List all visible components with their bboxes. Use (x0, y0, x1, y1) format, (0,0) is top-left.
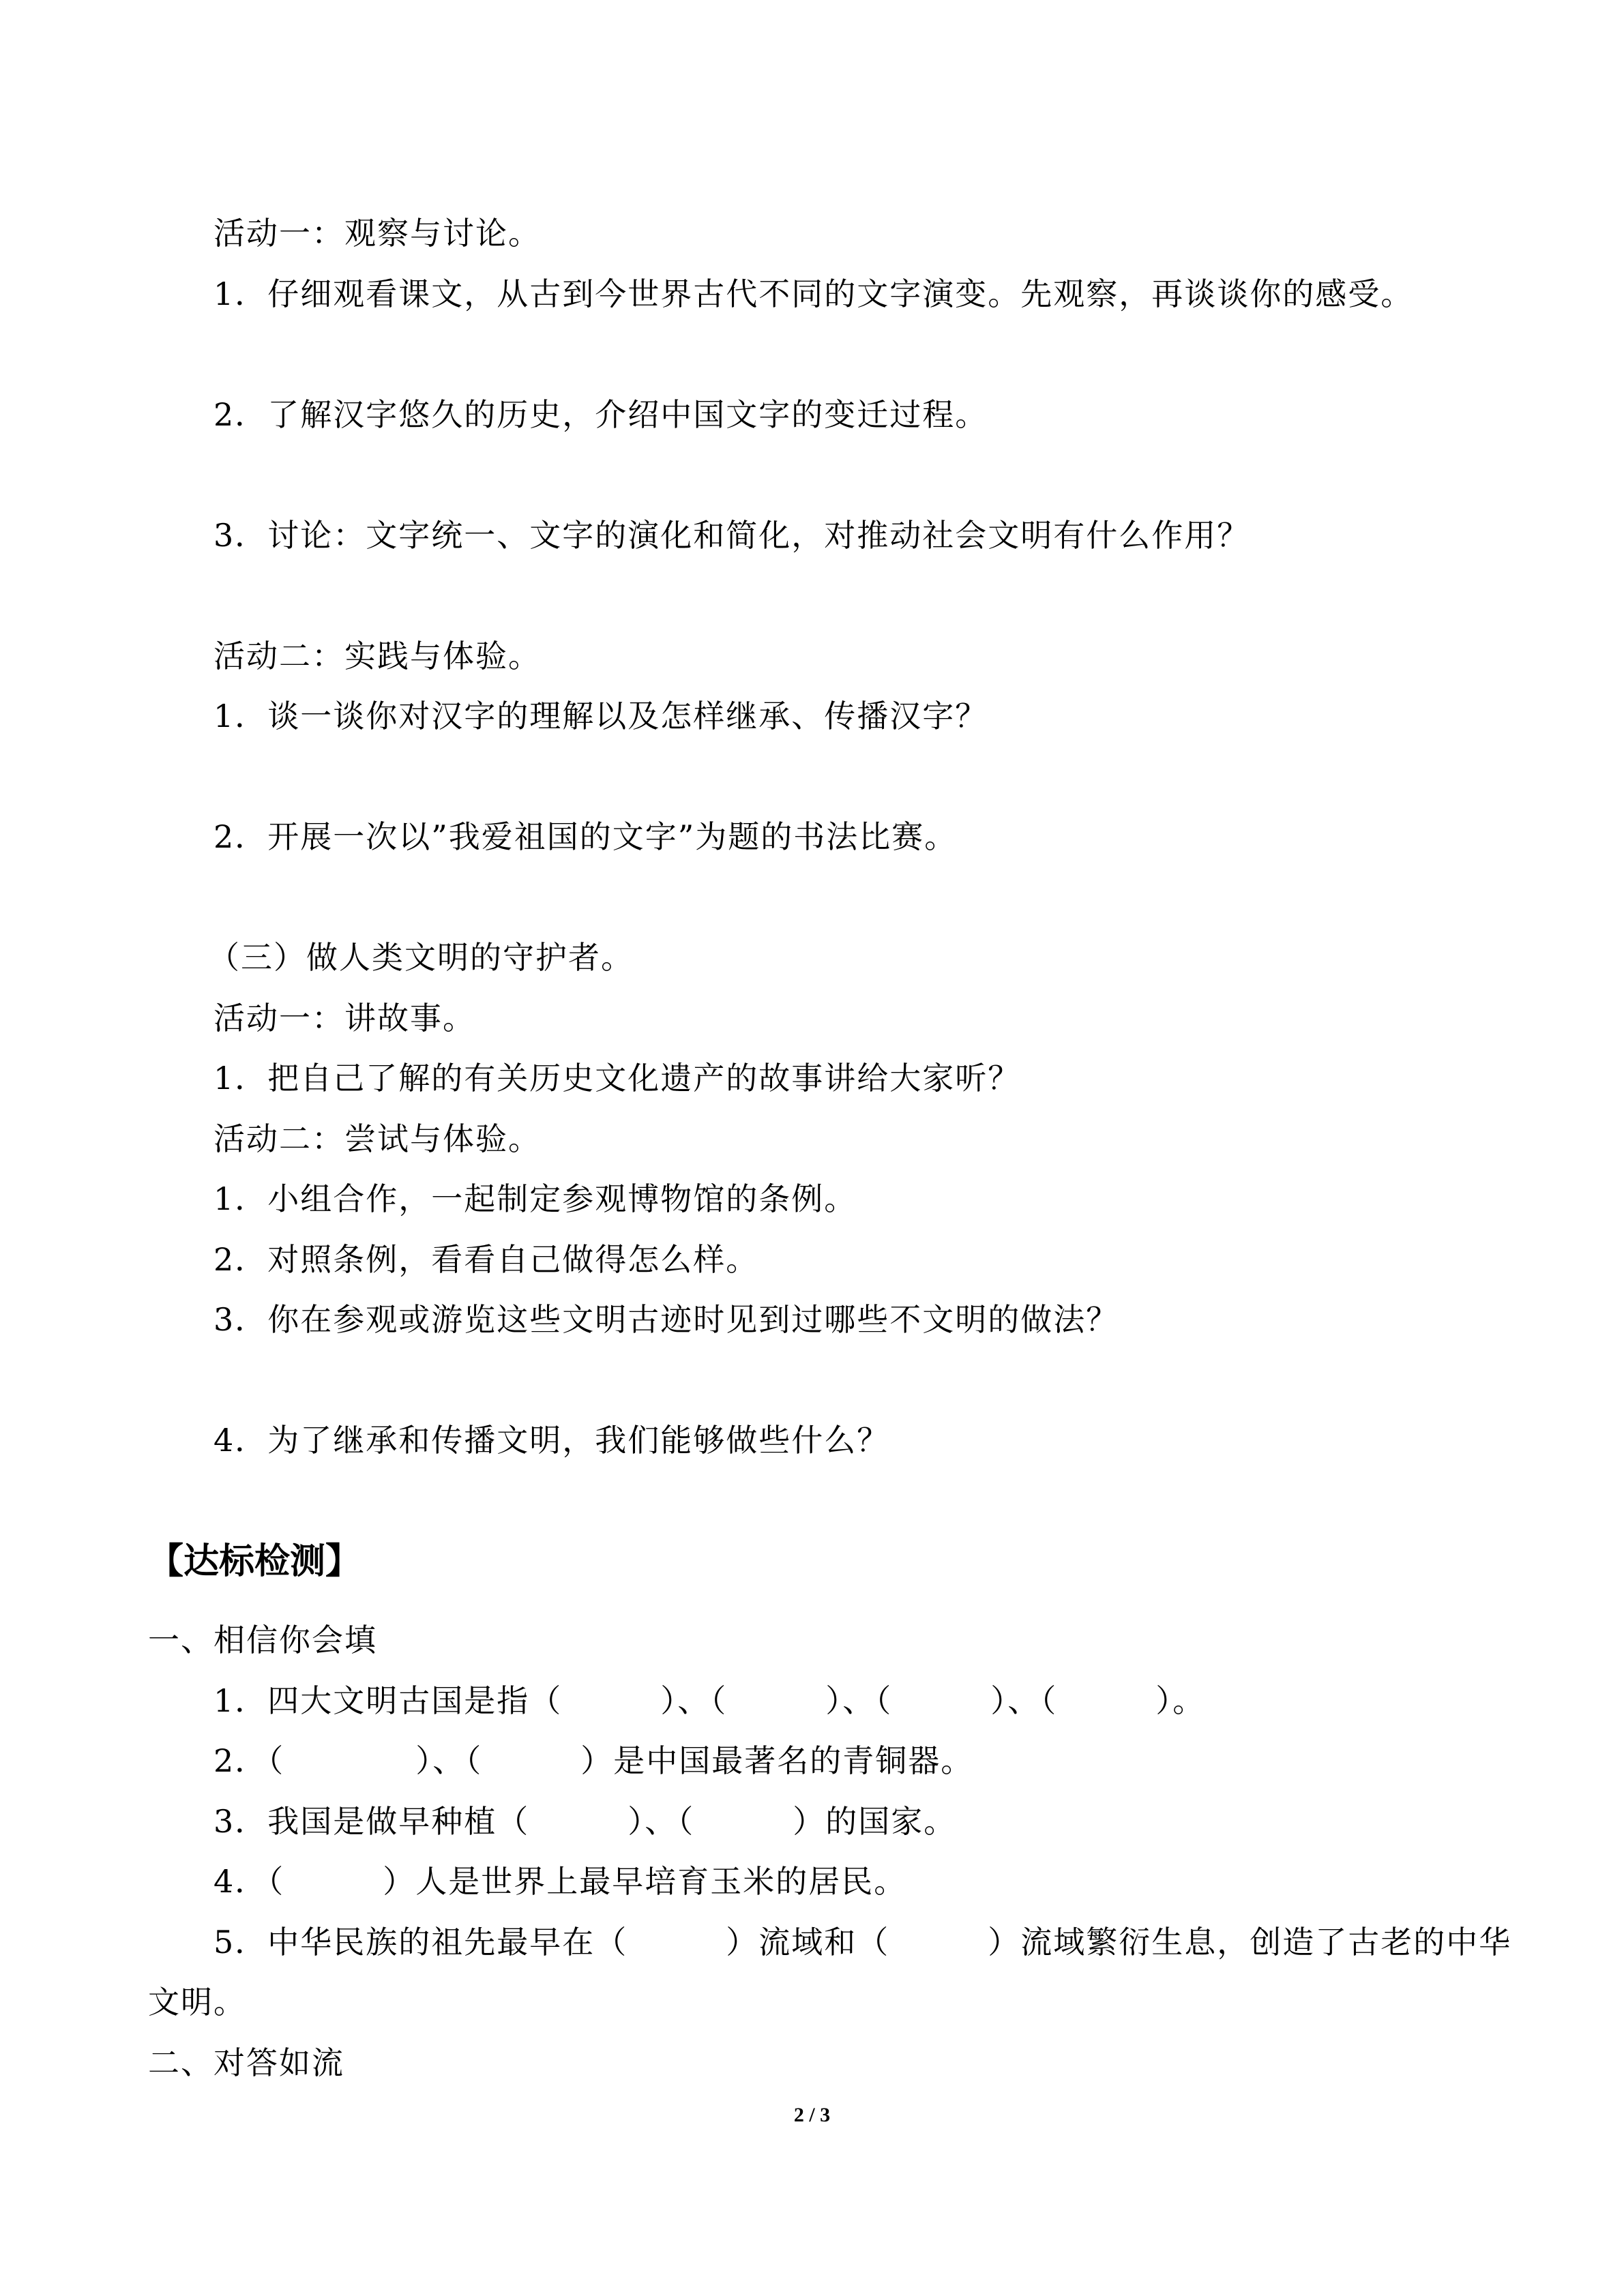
list-item: 1．谈一谈你对汉字的理解以及怎样继承、传播汉字？ (213, 698, 988, 734)
question-item: 1．四大文明古国是指（ ）、（ ）、（ ）、（ ）。 (213, 1682, 1206, 1719)
list-item: 1．把自己了解的有关历史文化遗产的故事讲给大家听？ (213, 1060, 1021, 1097)
list-item: 3．讨论：文字统一、文字的演化和简化，对推动社会文明有什么作用？ (213, 517, 1250, 554)
page-number: 2 / 3 (793, 2104, 831, 2126)
list-item: 3．你在参观或游览这些文明古迹时见到过哪些不文明的做法？ (213, 1301, 1119, 1338)
activity-title: 活动一：观察与讨论。 (213, 215, 541, 252)
list-item: 4．为了继承和传播文明，我们能够做些什么？ (213, 1422, 890, 1459)
list-item: 2．开展一次以”我爱祖国的文字”为题的书法比赛。 (213, 818, 958, 855)
question-item: 5．中华民族的祖先最早在（ ）流域和（ ）流域繁衍生息，创造了古老的中华 (213, 1924, 1512, 1960)
section-title: （三）做人类文明的守护者。 (208, 939, 634, 976)
list-item: 1．仔细观看课文，从古到今世界古代不同的文字演变。先观察，再谈谈你的感受。 (213, 275, 1414, 312)
question-group-title: 二、对答如流 (148, 2044, 344, 2081)
question-item: 2．（ ）、（ ）是中国最著名的青铜器。 (213, 1742, 974, 1779)
assessment-heading: 【达标检测】 (148, 1541, 361, 1582)
list-item: 1．小组合作，一起制定参观博物馆的条例。 (213, 1180, 857, 1217)
question-item: 3．我国是做早种植（ ）、（ ）的国家。 (213, 1803, 957, 1840)
activity-title: 活动二：尝试与体验。 (213, 1120, 541, 1157)
question-group-title: 一、相信你会填 (148, 1622, 377, 1658)
question-item: 4．（ ）人是世界上最早培育玉米的居民。 (213, 1863, 907, 1900)
list-item: 2．对照条例，看看自己做得怎么样。 (213, 1241, 759, 1278)
list-item: 2．了解汉字悠久的历史，介绍中国文字的变迁过程。 (213, 396, 988, 433)
question-item-continuation: 文明。 (148, 1984, 246, 2021)
activity-title: 活动一：讲故事。 (213, 1000, 475, 1037)
activity-title: 活动二：实践与体验。 (213, 638, 541, 674)
